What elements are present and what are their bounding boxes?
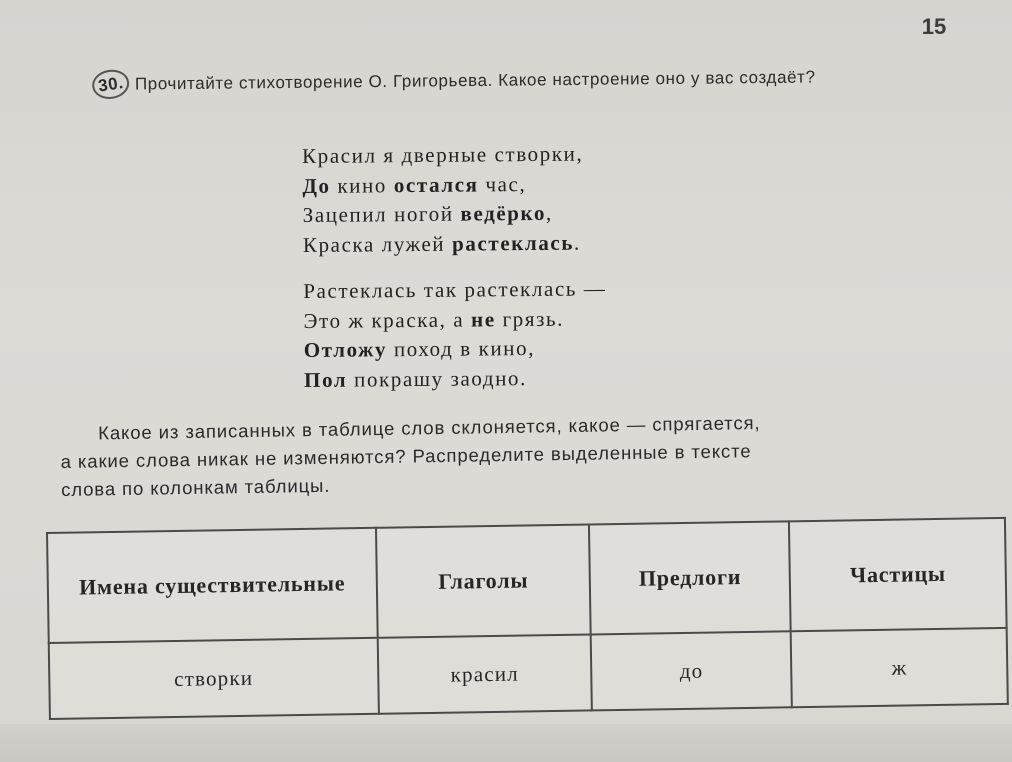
cell-particle: ж — [791, 628, 1008, 707]
question-line: а какие слова никак не изменяются? Распределите выделенные в тексте — [60, 440, 752, 472]
poem-text: Красил я дверные створки, — [302, 141, 584, 168]
poem-line — [303, 226, 803, 260]
poem-text: поход в кино, — [386, 335, 536, 362]
poem-stanza — [302, 138, 803, 260]
poem-text: , — [545, 200, 553, 225]
poem-text: Краска лужей — [302, 231, 453, 257]
poem-line — [303, 302, 803, 336]
task-number: 30. — [90, 67, 131, 101]
cell-verb: красил — [377, 634, 592, 713]
question-line: слова по колонкам таблицы. — [60, 474, 331, 500]
table-header-row — [47, 518, 1007, 643]
cell-noun: створки — [49, 638, 379, 719]
task-instruction — [92, 61, 942, 99]
highlighted-word: не — [470, 306, 496, 332]
poem-stanza — [303, 273, 804, 395]
header-verbs: Глаголы — [376, 524, 591, 637]
poem-text: покрашу заодно. — [347, 365, 528, 392]
highlighted-word: ведёрко — [460, 200, 547, 226]
poem-line — [304, 332, 804, 366]
poem-text: Это ж краска, а — [303, 307, 472, 333]
poem — [302, 138, 804, 412]
highlighted-word: Пол — [303, 367, 348, 392]
poem-text: грязь. — [495, 306, 565, 331]
poem-text: кино — [330, 172, 394, 198]
poem-line — [302, 138, 802, 172]
task-text: Прочитайте стихотворение О. Григорьева. Какое настроение оно у вас создаёт? — [134, 67, 816, 94]
header-prepositions: Предлоги — [589, 521, 791, 634]
poem-text: Зацепил ногой — [302, 201, 461, 227]
highlighted-word: растеклась — [451, 230, 575, 256]
question-line: Какое из записанных в таблице слов склоняется, какое — спрягается, — [98, 411, 761, 444]
poem-text: Растеклась так растеклась — — [303, 276, 607, 303]
header-nouns: Имена существительные — [47, 528, 377, 643]
poem-line — [303, 273, 803, 307]
highlighted-word: Отложу — [303, 337, 388, 362]
poem-line — [302, 167, 802, 201]
highlighted-word: остался — [393, 171, 479, 197]
poem-text: . — [573, 230, 581, 255]
poem-line — [304, 361, 804, 395]
page-bottom-margin — [0, 724, 1012, 762]
poem-text: час, — [478, 171, 527, 196]
page-number: 15 — [921, 14, 947, 39]
question-text — [60, 405, 991, 504]
word-table — [46, 517, 1009, 720]
poem-line — [303, 197, 803, 231]
cell-preposition: до — [591, 631, 793, 710]
highlighted-word: До — [302, 173, 331, 198]
header-particles: Частицы — [789, 518, 1006, 631]
table-row — [49, 628, 1008, 719]
